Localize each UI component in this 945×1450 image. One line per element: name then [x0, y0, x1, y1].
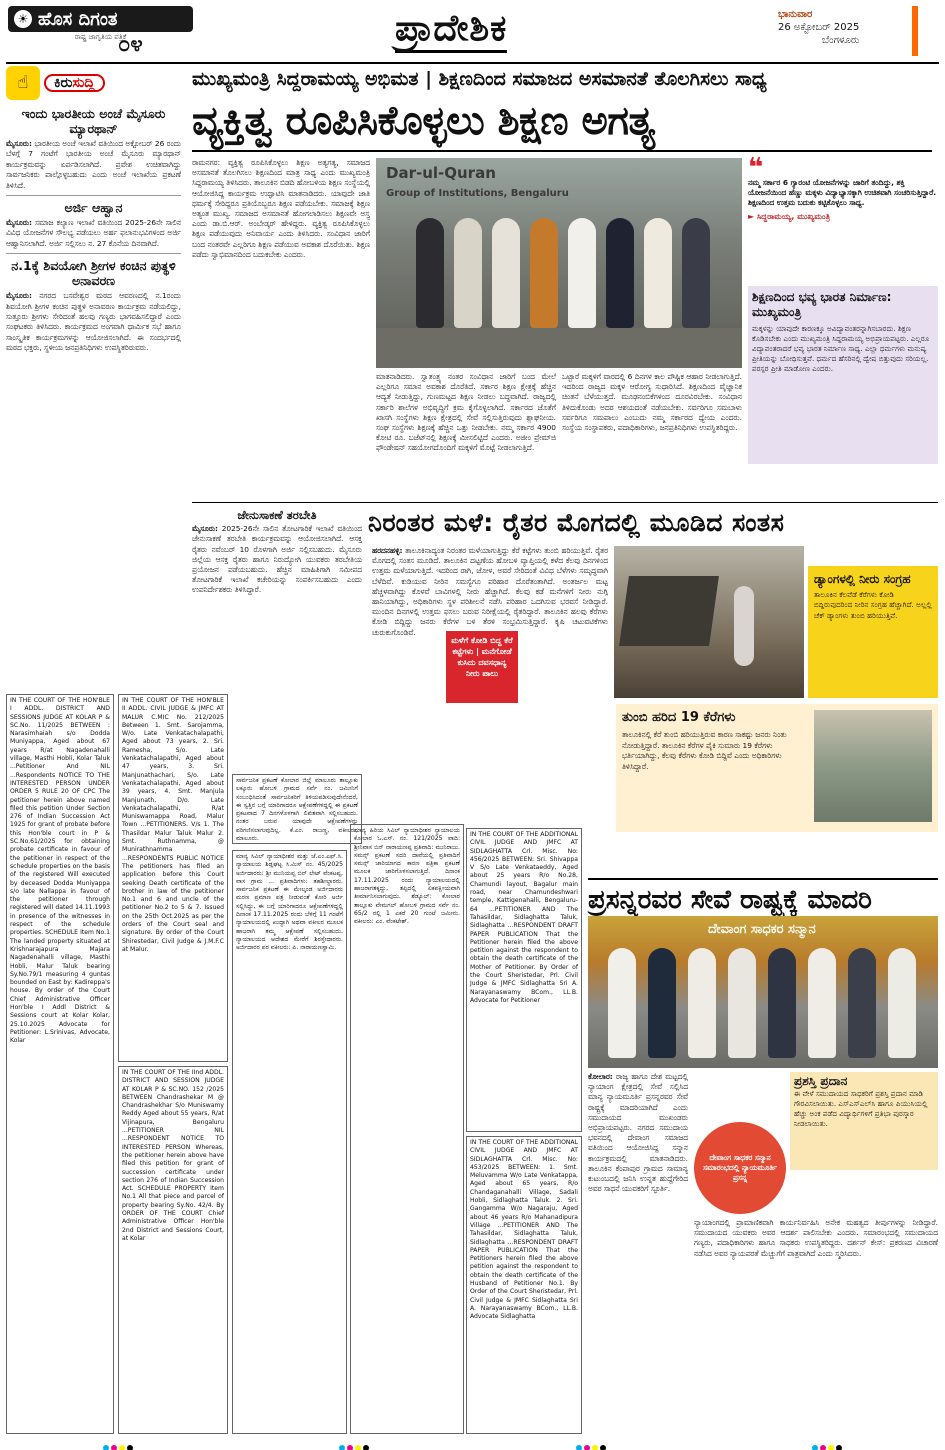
photo-person — [492, 218, 520, 328]
prasanna-headline: ಪ್ರಸನ್ನರವರ ಸೇವೆ ರಾಷ್ಟ್ರಕ್ಕೆ ಮಾದರಿ — [588, 878, 938, 920]
sun-icon: ☀ — [14, 10, 32, 28]
kiru-suddi-label — [44, 74, 105, 92]
legal-notice: ಮಾನ್ಯ ಸಿವಿಲ್ ನ್ಯಾಯಾಧೀಶರ ಮತ್ತು ಜೆ.ಎಂ.ಎಫ್.ಸಿ. ನ್ಯಾಯಾಲಯ ಶಿಡ್ಲಘಟ್ಟ ಸಿ.ಮಿಸ್ ನಂ. 45/2025 ಅರ್ಜಿದಾರರು: ಶ್ರೀ ಮುನಿಯಪ್ಪ ಬಿನ್ ಲೇಟ್ ವೆಂಕಟಪ್ಪ, ವಾಸ ಗ್ರಾಮ ... ಪ್ರತಿವಾದಿಗಳು: ತಹಶೀಲ್ದಾರರು. ಸಾರ್ವಜನಿಕ ಪ್ರಕಟಣೆ ಈ ಮೇಲ್ಕಂಡ ಅರ್ಜಿದಾರರು ಮರಣ ಪ್ರಮಾಣ ಪತ್ರ ನೀಡುವಂತೆ ಕೋರಿ ಅರ್ಜಿ ಸಲ್ಲಿಸಿದ್ದು, ಈ ಬಗ್ಗೆ ಯಾರಿಗಾದರೂ ಆಕ್ಷೇಪಣೆಗಳಿದ್ದಲ್ಲಿ ದಿನಾಂಕ 17.11.2025 ರಂದು ಬೆಳಿಗ್ಗೆ 11 ಗಂಟೆಗೆ ನ್ಯಾಯಾಲಯದಲ್ಲಿ ಖುದ್ದಾಗಿ ಅಥವಾ ವಕೀಲರ ಮೂಲಕ ಹಾಜರಾಗಿ ತಮ್ಮ ಆಕ್ಷೇಪಣೆ ಸಲ್ಲಿಸಬಹುದು. ನ್ಯಾಯಾಲಯದ ಆದೇಶದ ಮೇರೆಗೆ ಶಿರಸ್ತೇದಾರರು. ಅರ್ಜಿದಾರರ ಪರ ವಕೀಲರು: ಪಿ. ನಾರಾಯಣಸ್ವಾಮಿ. — [232, 850, 347, 1434]
brief-heading: ಅರ್ಜಿ ಆಹ್ವಾನ — [64, 200, 123, 216]
brief-text: ಸಮಾಜ ಕಲ್ಯಾಣ ಇಲಾಖೆ ವತಿಯಿಂದ 2025-26ನೇ ಸಾಲಿನ ವಿವಿಧ ಯೋಜನೆಗಳ ಸೌಲಭ್ಯ ಪಡೆಯಲು ಅರ್ಹ ಫಲಾನುಭವಿಗಳಿಂದ ಅರ್ಜಿ ಆಹ್ವಾನಿಸಲಾಗಿದೆ. ಅರ್ಜಿ ಸಲ್ಲಿಸಲು ನ. 27 ಕೊನೆಯ ದಿನವಾಗಿದೆ. — [6, 218, 181, 248]
kiru-label-suffix: ಸುದ್ದಿ — [72, 74, 95, 91]
training-heading: ಜೇನುಸಾಕಣೆ ತರಬೇತಿ — [237, 510, 317, 522]
prasanna-body-col2: ನ್ಯಾಯಾಂಗದಲ್ಲಿ ಪ್ರಾಮಾಣಿಕವಾಗಿ ಕಾರ್ಯನಿರ್ವಹಿಸಿ ಅನೇಕ ಮಹತ್ವದ ತೀರ್ಪುಗಳನ್ನು ನೀಡಿದ್ದಾರೆ. ಸಮುದಾಯದ ಯುವಕರು ಅವರ ಆದರ್ಶ ಪಾಲಿಸಬೇಕು ಎಂದರು. ಸಮಾರಂಭದಲ್ಲಿ ಸಮುದಾಯದ ಗಣ್ಯರು, ಪದಾಧಿಕಾರಿಗಳು ಹಾಗೂ ಸಾಧಕರು ಉಪಸ್ಥಿತರಿದ್ದರು. ದರ್ಶನ್ ಕೇಸ್: ಪ್ರಕರಣದ ವಿಚಾರಣೆ ನಡೆಸಿದ ಅವರ ನ್ಯಾಯಪರತೆ ಮೆಚ್ಚುಗೆಗೆ ಪಾತ್ರವಾಗಿದೆ ಎಂದು ಸ್ಮರಿಸಿದರು. — [694, 1218, 938, 1258]
megaphone-hand-icon: ☝ — [6, 66, 40, 100]
print-registration-marks — [0, 1440, 945, 1450]
legal-notice: IN THE COURT OF THE HON'BLE I ADDL. DISTRICT AND SESSIONS JUDGE AT KOLAR P & SC.No. 11/2025 BETWEEN : Narasimhaiah s/o Dodda Muniyappa, Aged about 67 years R/at Nagadenahalli village, Masthi Hobli, Kolar Taluk ...Petitioner And NIL ...Respondents NOTICE TO THE INTERESTED PERSON UNDER ORDER 5 RULE 20 OF CPC The petitioner herein above named filed this petition Under Section 276 of Indian Succession Act 1925 for grant of probate before this Hon'ble court in P & SC.No.61/2025 for obtaining probate certificate in favour of the petitioner in respect of the schedule properties on the basis of the registered Will executed by deceased Dodda Muniyappa s/o late Nallappa in favour of the petitioner through registered will dated 14.11.1993 in presence of the witnesses in respect of the schedule properties. SCHEDULE Item No.1 The landed property situated at Krishnarajapura Majara Nagadenahalli village, Masthi Hobli, Malur Taluk bearing Sy.No.79/1 measuring 4 guntas bounded on East by: Kadireppa's house. By order of the Court Chief Administrative Officer Hon'ble I Addl District & Sessions court at Kolar Kolar, 25.10.2025 Advocate for Petitioner: L.Srinivas, Advocate, Kolar — [6, 694, 114, 1434]
divider — [6, 253, 181, 254]
photo-floor — [376, 328, 742, 368]
photo-person — [416, 218, 444, 328]
quote-author: ► ಸಿದ್ದರಾಮಯ್ಯ, ಮುಖ್ಯಮಂತ್ರಿ — [748, 211, 831, 221]
legal-notice: ಮಾನ್ಯ ಹಿರಿಯ ಸಿವಿಲ್ ನ್ಯಾಯಾಧೀಶರ ನ್ಯಾಯಾಲಯ ಕೋಲಾರ ಓ.ಎಸ್. ನಂ. 121/2025 ವಾದಿ: ಶ್ರೀನಿವಾಸ ಬಿನ್ ನಾರಾಯಣಪ್ಪ ಪ್ರತಿವಾದಿ: ಮುನಿರಾಜು. ಸಮನ್ಸ್ ಪ್ರಕಟಣೆ ಸದರಿ ದಾವೆಯಲ್ಲಿ ಪ್ರತಿವಾದಿಗೆ ಸಮನ್ಸ್ ಜಾರಿಯಾಗದ ಕಾರಣ ಪತ್ರಿಕಾ ಪ್ರಕಟಣೆ ಮೂಲಕ ಜಾರಿಗೊಳಿಸಲಾಗುತ್ತಿದೆ. ದಿನಾಂಕ 17.11.2025 ರಂದು ನ್ಯಾಯಾಲಯದಲ್ಲಿ ಹಾಜರಾಗತಕ್ಕದ್ದು, ತಪ್ಪಿದಲ್ಲಿ ಏಕಪಕ್ಷೀಯವಾಗಿ ತೀರ್ಮಾನಿಸಲಾಗುವುದು. ಶೆಡ್ಯೂಲ್: ಕೋಲಾರ ತಾಲ್ಲೂಕು ವೇಮಗಲ್ ಹೋಬಳಿ ಗ್ರಾಮದ ಸರ್ವೆ ನಂ. 65/2 ರಲ್ಲಿ 1 ಎಕರೆ 20 ಗುಂಟೆ ಜಮೀನು. ವಕೀಲರು: ಎಂ. ವೆಂಕಟೇಶ್. — [350, 824, 464, 1434]
headline-rule — [192, 150, 932, 152]
rain-photo — [614, 546, 804, 698]
kiru-suddi-header — [6, 66, 181, 100]
section-rule — [192, 502, 938, 503]
divider — [6, 195, 181, 196]
cm-quote — [748, 153, 938, 286]
lead-photo — [376, 158, 742, 368]
prasanna-photo — [588, 916, 938, 1068]
rain-headline: ನಿರಂತರ ಮಳೆ: ರೈತರ ಮೊಗದಲ್ಲಿ ಮೂಡಿದ ಸಂತಸ — [368, 508, 785, 537]
brief-body — [6, 291, 181, 353]
accent-bar — [912, 6, 918, 56]
dateline-day: ಭಾನುವಾರ — [778, 9, 813, 20]
paper-name: ಹೊಸ ದಿಗಂತ — [38, 8, 118, 30]
tumbi-box — [616, 704, 938, 832]
legal-notice: ಸಾರ್ವಜನಿಕ ಪ್ರಕಟಣೆ ಕೋಲಾರ ಜಿಲ್ಲೆ ಮಾಲೂರು ತಾಲ್ಲೂಕು ಲಕ್ಕೂರು ಹೋಬಳಿ ಗ್ರಾಮದ ಸರ್ವೆ ನಂ. ಜಮೀನಿಗೆ ಸಂಬಂಧಿಸಿದಂತೆ ಸಾರ್ವಜನಿಕರಿಗೆ ತಿಳಿಯಪಡಿಸುವುದೇನೆಂದರೆ, ಈ ಸ್ವತ್ತಿನ ಬಗ್ಗೆ ಯಾರಿಗಾದರೂ ಆಕ್ಷೇಪಣೆಗಳಿದ್ದಲ್ಲಿ ಈ ಪ್ರಕಟಣೆ ಪ್ರಕಟವಾದ 7 ದಿನಗಳೊಳಗಾಗಿ ಲಿಖಿತವಾಗಿ ಸಲ್ಲಿಸಬಹುದು. ನಂತರ ಬರುವ ಯಾವುದೇ ಆಕ್ಷೇಪಣೆಗಳನ್ನು ಪರಿಗಣಿಸಲಾಗುವುದಿಲ್ಲ. ಕೆ.ಎಂ. ರಾಜಣ್ಣ, ವಕೀಲರು, ಮಾಲೂರು. — [232, 774, 362, 844]
photo-person — [648, 948, 676, 1058]
lead-story-col2: ಮಾತನಾಡಿದರು. ಸ್ವಾತಂತ್ರ್ಯ ನಂತರ ಸಂವಿಧಾನ ಜಾರಿಗೆ ಬಂದ ಮೇಲೆ ಎಲ್ಲರಿಗೂ ಸಮಾನ ಅವಕಾಶ ದೊರೆತಿದೆ. ಸರ್ಕಾರ ಶಿಕ್ಷಣ ಕ್ಷೇತ್ರಕ್ಕೆ ಹೆಚ್ಚಿನ ಆದ್ಯತೆ ನೀಡುತ್ತಿದ್ದು, ಗುಣಮಟ್ಟದ ಶಿಕ್ಷಣ ನೀಡಲು ಬದ್ಧವಾಗಿದೆ. ರಾಜ್ಯದಲ್ಲಿ ಸರ್ಕಾರಿ ಶಾಲೆಗಳ ಅಭಿವೃದ್ಧಿಗೆ ಕ್ರಮ ಕೈಗೊಳ್ಳಲಾಗಿದೆ. ಸರ್ಕಾರದ ಜೊತೆಗೆ ಖಾಸಗಿ ಸಂಸ್ಥೆಗಳು ಶಿಕ್ಷಣ ಕ್ಷೇತ್ರದಲ್ಲಿ ಸೇವೆ ಸಲ್ಲಿಸುತ್ತಿರುವುದು ಶ್ಲಾಘನೀಯ. ಸಂಘ ಸಂಸ್ಥೆಗಳು ಶಿಕ್ಷಣಕ್ಕೆ ಹೆಚ್ಚಿನ ಒತ್ತು ನೀಡಬೇಕು. ನಮ್ಮ ಸರ್ಕಾರ 4900 ಕೋಟಿ ರೂ. ಬಜೆಟ್‌ನಲ್ಲಿ ಶಿಕ್ಷಣಕ್ಕೆ ಮೀಸಲಿಟ್ಟಿದೆ ಎಂದರು. ಅಜೀಂ ಪ್ರೇಮ್‌ಜಿ ಫೌಂಡೇಷನ್ ಸಹಯೋಗದೊಂದಿಗೆ ಮಕ್ಕಳಿಗೆ ಮೊಟ್ಟೆ ನೀಡಲಾಗುತ್ತಿದೆ. — [376, 372, 556, 453]
paper-logo — [8, 6, 193, 32]
top-rule — [6, 62, 939, 64]
dateline-city: ಬೆಂಗಳೂರು — [821, 35, 860, 46]
rain-text: ತಾಲೂಕಿನಾದ್ಯಂತ ನಿರಂತರ ಮಳೆಯಾಗುತ್ತಿದ್ದು ಕೆರೆ ಕಟ್ಟೆಗಳು ತುಂಬಿ ಹರಿಯುತ್ತಿವೆ. ರೈತರ ಮೊಗದಲ್ಲಿ ಸಂತಸ ಮೂಡಿದೆ. ತಾಲೂಕಿನ ದಟ್ಟಣೆಯ ಹೋಬಳಿ ವ್ಯಾಪ್ತಿಯಲ್ಲಿ ಕಳೆದ ಕೆಲವು ದಿನಗಳಿಂದ ಉತ್ತಮ ಮಳೆಯಾಗುತ್ತಿದೆ. ಇದರಿಂದ ರಾಗಿ, ಜೋಳ, ಅವರೆ ಸೇರಿದಂತೆ ವಿವಿಧ ಬೆಳೆಗಳು ಸಮೃದ್ಧವಾಗಿ ಬೆಳೆದಿವೆ. ಕುಡಿಯುವ ನೀರಿನ ಸಮಸ್ಯೆಗೂ ಪರಿಹಾರ ದೊರೆತಂತಾಗಿದೆ. ಅಂತರ್ಜಲ ಮಟ್ಟ ಹೆಚ್ಚಳವಾಗಿದ್ದು ಕೊಳವೆ ಬಾವಿಗಳಲ್ಲಿ ನೀರು ಹೆಚ್ಚಾಗಿದೆ. ಕೆಲವು ಕಡೆ ಮನೆಗಳಿಗೆ ನೀರು ನುಗ್ಗಿ ಹಾನಿಯಾಗಿದ್ದು, ಅಧಿಕಾರಿಗಳು ಸ್ಥಳ ಪರಿಶೀಲನೆ ನಡೆಸಿ ಪರಿಹಾರ ಒದಗಿಸುವ ಭರವಸೆ ನೀಡಿದ್ದಾರೆ. ಮುಂದಿನ ದಿನಗಳಲ್ಲಿ ಉತ್ತಮ ಫಸಲು ಬರುವ ನಿರೀಕ್ಷೆಯಲ್ಲಿ ರೈತರಿದ್ದಾರೆ. ತಾಲೂಕಿನ ಹಲವು ಕೆರೆಗಳು ಕೋಡಿ ಬಿದ್ದಿದ್ದು ಜನರು ಕೆರೆಗಳ ಬಳಿ ತೆರಳಿ ಸಂಭ್ರಮಿಸುತ್ತಿದ್ದಾರೆ. ಕೃಷಿ ಚಟುವಟಿಕೆಗಳು ಚುರುಕುಗೊಂಡಿವೆ. — [372, 546, 608, 637]
prasanna-circle-quote: ದೇವಾಂಗ ಸಾಧಕರ ಸನ್ಮಾನ ಸಮಾರಂಭದಲ್ಲಿ ನ್ಯಾಯಮೂರ್ತಿ ಪ್ರಸನ್ನ — [694, 1122, 786, 1214]
registration-dots — [575, 1436, 607, 1450]
photo-person — [644, 218, 672, 328]
tumbi-heading: ತುಂಬಿ ಹರಿದ 19 ಕೆರೆಗಳು — [622, 710, 736, 725]
lead-story-col1: ರಾಮನಗರ: ವ್ಯಕ್ತಿತ್ವ ರೂಪಿಸಿಕೊಳ್ಳಲು ಶಿಕ್ಷಣ ಅತ್ಯಗತ್ಯ, ಸಮಾಜದ ಅಸಮಾನತೆ ತೊಲಗಿಸಲು ಶಿಕ್ಷಣದಿಂದ ಮಾತ್ರ ಸಾಧ್ಯ ಎಂದು ಮುಖ್ಯಮಂತ್ರಿ ಸಿದ್ದರಾಮಯ್ಯ ತಿಳಿಸಿದರು. ತಾಲೂಕಿನ ಬಿಡದಿ ಹೋಬಳಿಯ ಶಿಕ್ಷಣ ಸಂಸ್ಥೆಯಲ್ಲಿ ಆಯೋಜಿಸಿದ್ದ ಕಾರ್ಯಕ್ರಮ ಉದ್ಘಾಟಿಸಿ ಮಾತನಾಡಿದರು. ಯಾವುದೇ ಜಾತಿ ಧರ್ಮಕ್ಕೆ ಸೇರಿದ್ದರೂ ಪ್ರತಿಯೊಬ್ಬರೂ ಶಿಕ್ಷಣ ಪಡೆಯಬೇಕು. ಸಮಾಜಕ್ಕೆ ಶಿಕ್ಷಣ ಅತ್ಯಂತ ಮುಖ್ಯ. ಸಮಾಜದ ಅಸಮಾನತೆ ಹೋಗಲಾಡಿಸಲು ಶಿಕ್ಷಣವೇ ಅಸ್ತ್ರ ಎಂದು ಡಾ.ಬಿ.ಆರ್. ಅಂಬೇಡ್ಕರ್ ಹೇಳಿದ್ದರು. ವ್ಯಕ್ತಿತ್ವ ರೂಪಿಸಿಕೊಳ್ಳಲು ಶಿಕ್ಷಣ ಪಡೆಯುವುದು ಅನಿವಾರ್ಯ ಎಂದು ತಿಳಿಸಿದರು. ಸಂವಿಧಾನ ಜಾರಿಗೆ ಬಂದ ನಂತರವೇ ಎಲ್ಲರಿಗೂ ಶಿಕ್ಷಣ ಪಡೆಯುವ ಅವಕಾಶ ದೊರೆಯಿತು. ಶಿಕ್ಷಣ ಪಡೆದು ಸ್ವಾಭಿಮಾನದಿಂದ ಬದುಕಬೇಕು ಎಂದರು. — [192, 158, 370, 259]
legal-notice: IN THE COURT OF THE IInd ADDL. DISTRICT AND SESSION JUDGE AT KOLAR P & SC.NO. 152 /2025 BETWEEN Chandrashekar M @ Chandrashekhar S/o Muniswamy Reddy Aged about 55 years, R/at Vijinapura, Bengaluru ...PETITIONER NIL ...RESPONDENT NOTICE TO INTERESTED PERSON Whereas, the petitioner herein above have filed this petition for grant of succession certificate under section 276 of Indian Succession Act. SCHEDULE PROPERTY Item No.1 All that piece and parcel of property bearing Sy.No. 42/4. By ORDER OF THE COURT Chief Administrative Officer Hon'ble 2nd District and Sessions Court, at Kolar — [118, 1066, 228, 1434]
photo-banner: ದೇವಾಂಗ ಸಾಧಕರ ಸನ್ಮಾನ — [708, 922, 816, 937]
photo-banner — [386, 164, 569, 200]
brief-text: ನಗರದ ಬಸವೇಶ್ವರ ಮಠದ ಆವರಣದಲ್ಲಿ ನ.1ರಂದು ಶಿವಯೋಗಿ ಶ್ರೀಗಳ ಕಂಚಿನ ಪುತ್ಥಳಿ ಅನಾವರಣ ಕಾರ್ಯಕ್ರಮ ನಡೆಯಲಿದ್ದು, ಸುತ್ತೂರು ಶ್ರೀಗಳು ಸೇರಿದಂತೆ ಹಲವು ಗಣ್ಯರು ಭಾಗವಹಿಸಲಿದ್ದಾರೆ ಎಂದು ಸಂಘಟಕರು ತಿಳಿಸಿದರು. ಕಾರ್ಯಕ್ರಮದ ಅಂಗವಾಗಿ ಧಾರ್ಮಿಕ ಸಭೆ ಹಾಗೂ ಸಾಂಸ್ಕೃತಿಕ ಕಾರ್ಯಕ್ರಮಗಳನ್ನು ಆಯೋಜಿಸಲಾಗಿದೆ. ಈ ಸಂದರ್ಭದಲ್ಲಿ ಮಠದ ಭಕ್ತರು, ಸ್ಥಳೀಯ ಜನಪ್ರತಿನಿಧಿಗಳು ಉಪಸ್ಥಿತರಿರುವರು. — [6, 291, 181, 353]
lead-story-tail — [748, 468, 938, 500]
photo-person — [848, 948, 876, 1058]
kiru-label-prefix: ಕಿರು — [54, 74, 73, 91]
sub-story-heading: ಶಿಕ್ಷಣದಿಂದ ಭವ್ಯ ಭಾರತ ನಿರ್ಮಾಣ: ಮುಖ್ಯಮಂತ್ರಿ — [752, 290, 892, 319]
photo-person — [568, 218, 596, 328]
prasanna-body-col1 — [588, 1072, 688, 1434]
photo-person — [530, 218, 558, 328]
photo-person — [454, 218, 482, 328]
brief-body — [6, 139, 181, 191]
photo-banner-sub: Group of Institutions, Bengaluru — [386, 188, 569, 199]
photo-person — [734, 586, 754, 666]
dateline-date: 26 ಅಕ್ಟೋಬರ್ 2025 — [778, 22, 860, 33]
registration-dots — [811, 1436, 843, 1450]
photo-person — [728, 948, 756, 1058]
rain-callout: ಮಳೆಗೆ ಕೋಡಿ ಬಿದ್ದ ಕೆರೆ ಕಟ್ಟೆಗಳು | ಮನೆಗೋಡೆ ಕುಸಿದು ದವಸಧಾನ್ಯ ನೀರು ಪಾಲು — [446, 631, 518, 703]
section-title: ಪ್ರಾದೇಶಿಕ — [395, 8, 507, 53]
brief-text: ಭಾರತೀಯ ಅಂಚೆ ಇಲಾಖೆ ವತಿಯಿಂದ ಅಕ್ಟೋಬರ್ 26 ರಂದು ಬೆಳಗ್ಗೆ 7 ಗಂಟೆಗೆ ಭಾರತೀಯ ಅಂಚೆ ಮೈಸೂರು ಮ್ಯಾರಥಾನ್ ಕಾರ್ಯಕ್ರಮವನ್ನು ಏರ್ಪಡಿಸಲಾಗಿದೆ. ಪ್ರವೇಶ ಉಚಿತವಾಗಿದ್ದು ಸಾರ್ವಜನಿಕರು ಪಾಲ್ಗೊಳ್ಳಬಹುದು ಎಂದು ಅಂಚೆ ಇಲಾಖೆಯ ಪ್ರಕಟಣೆ ತಿಳಿಸಿದೆ. — [6, 139, 181, 190]
prasanna-text1: ರಾಜ್ಯ ಹಾಗೂ ದೇಶ ಮಟ್ಟದಲ್ಲಿ ನ್ಯಾಯಾಂಗ ಕ್ಷೇತ್ರದಲ್ಲಿ ಸೇವೆ ಸಲ್ಲಿಸಿದ ಮಾನ್ಯ ನ್ಯಾಯಮೂರ್ತಿ ಪ್ರಸನ್ನರವರ ಸೇವೆ ರಾಷ್ಟ್ರಕ್ಕೆ ಮಾದರಿಯಾಗಿದೆ ಎಂದು ಸಮುದಾಯದ ಮುಖಂಡರು ಅಭಿಪ್ರಾಯಪಟ್ಟರು. ನಗರದ ಸಮುದಾಯ ಭವನದಲ್ಲಿ ದೇವಾಂಗ ಸಮಾಜದ ವತಿಯಿಂದ ಆಯೋಜಿಸಿದ್ದ ಸನ್ಮಾನ ಕಾರ್ಯಕ್ರಮದಲ್ಲಿ ಮಾತನಾಡಿದರು. ತಾಲೂಕಿನ ಕೆಂಪಾಪುರ ಗ್ರಾಮದ ಸಾಮಾನ್ಯ ಕುಟುಂಬದಲ್ಲಿ ಜನಿಸಿ ಉನ್ನತ ಹುದ್ದೆಗೇರಿದ ಅವರ ಸಾಧನೆ ಯುವಕರಿಗೆ ಸ್ಫೂರ್ತಿ. — [588, 1072, 688, 1194]
photo-person — [808, 948, 836, 1058]
dam-box — [808, 566, 938, 698]
photo-person — [606, 218, 634, 328]
dam-box-heading: ಡ್ಯಾಂಗಳಲ್ಲಿ ನೀರು ಸಂಗ್ರಹ — [814, 572, 911, 586]
legal-notice: IN THE COURT OF THE HON'BLE II ADDL. CIVIL JUDGE & JMFC AT MALUR C.MIC No. 212/2025 Between 1. Smt. Sarojamma, W/o. Late Venkatachalapathi, Aged about 73 years, 2. Sri. Ramesha, S/o. Late Venkatachalapathi, Aged about 47 years, 3. Sri. Manjunathachari, S/o. Late Venkatachalapathi, Aged about 39 years, 4. Smt. Manjula Manjunath, D/o. Late Venkatachalapathi, R/at Muniswamappa Road, Malur Town ...PETITIONERS. V/s 1. The Thasildar Malur Taluk Malur 2. Smt. Ruthnamma, @ Munirathnamma ...RESPONDENTS PUBLIC NOTICE The petitioners has filed an application before this Court seeking Death certificate of the brother in law of the petitioner No.1 and 6 and uncle of the petitioner No.2 to 5 & 7. Issued on the 25th Oct.2025 as per the orders of the Court seal and signature. By order of the Court Shirestedar, Civil Judge & J.M.F.C at Malur. — [118, 694, 228, 1062]
tumbi-photo — [814, 710, 932, 822]
training-dateline: ಮೈಸೂರು: — [192, 524, 218, 534]
prasanna-dateline: ಕೋಲಾರ: — [588, 1072, 613, 1081]
registration-dots — [102, 1436, 134, 1450]
rain-story-body — [372, 546, 608, 864]
photo-person — [888, 948, 916, 1058]
kiru-suddi-column — [6, 66, 181, 678]
brief-body — [6, 218, 181, 249]
photo-banner-title: Dar-ul-Quran — [386, 164, 496, 182]
prashasti-heading: ಪ್ರಶಸ್ತಿ ಪ್ರದಾನ — [794, 1074, 848, 1088]
page-number: ೦೪ — [118, 32, 143, 57]
dam-box-body: ತಾಲೂಕಿನ ಕೆಲವೆಡೆ ಕೆರೆಗಳು ಕೋಡಿ ಬಿದ್ದಿರುವುದರಿಂದ ನೀರಿನ ಸಂಗ್ರಹ ಹೆಚ್ಚಾಗಿದೆ. ಅಲ್ಲಲ್ಲಿ ಚೆಕ್ ಡ್ಯಾಂಗಳು ತುಂಬಿ ಹರಿಯುತ್ತಿವೆ. — [814, 590, 932, 620]
photo-person — [688, 948, 716, 1058]
dateline — [778, 8, 859, 47]
brief-dateline: ಮೈಸೂರು: — [6, 218, 32, 228]
photo-person — [682, 218, 710, 328]
photo-person — [608, 948, 636, 1058]
brief-heading: ಇಂದು ಭಾರತೀಯ ಅಂಚೆ ಮೈಸೂರು ಮ್ಯಾರಥಾನ್ — [21, 106, 166, 136]
prashasti-body: ಈ ವೇಳೆ ಸಮುದಾಯದ ಸಾಧಕರಿಗೆ ಪ್ರಶಸ್ತಿ ಪ್ರದಾನ ಮಾಡಿ ಗೌರವಿಸಲಾಯಿತು. ಎಸ್‌ಎಸ್‌ಎಲ್‌ಸಿ ಹಾಗೂ ಪಿಯುಸಿಯಲ್ಲಿ ಹೆಚ್ಚು ಅಂಕ ಪಡೆದ ವಿದ್ಯಾರ್ಥಿಗಳಿಗೆ ಪ್ರತಿಭಾ ಪುರಸ್ಕಾರ ನೀಡಲಾಯಿತು. — [794, 1089, 928, 1128]
lead-headline: ವ್ಯಕ್ತಿತ್ವ ರೂಪಿಸಿಕೊಳ್ಳಲು ಶಿಕ್ಷಣ ಅಗತ್ಯ — [192, 98, 655, 144]
brief-dateline: ಮೈಸೂರು: — [6, 139, 32, 148]
paper-tagline: ರಾಷ್ಟ್ರ ಜಾಗೃತಿಯ ಪತ್ರಿಕೆ — [74, 33, 127, 41]
quote-text: ನಮ್ಮ ಸರ್ಕಾರ 6 ಗ್ಯಾರಂಟಿ ಯೋಜನೆಗಳನ್ನು ಜಾರಿಗೆ ತಂದಿದ್ದು, ಶಕ್ತಿ ಯೋಜನೆಯಿಂದ ಹೆಣ್ಣು ಮಕ್ಕಳು ವಿದ್ಯಾಭ್ಯಾಸಕ್ಕಾಗಿ ಉಚಿತವಾಗಿ ಸಂಚರಿಸುತ್ತಿದ್ದಾರೆ. ಶಿಕ್ಷಣದಿಂದ ಉತ್ತಮ ಬದುಕು ಕಟ್ಟಿಕೊಳ್ಳಲು ಸಾಧ್ಯ. — [748, 178, 937, 208]
rain-dateline: ಹರದನಹಳ್ಳಿ: — [372, 546, 403, 555]
tumbi-body: ತಾಲೂಕಿನಲ್ಲಿ ಕೆರೆ ತುಂಬಿ ಹರಿಯುತ್ತಿರುವ ಕಾರಣ ಸಾಕಷ್ಟು ಜನರು ನಿಂತು ನೋಡುತ್ತಿದ್ದಾರೆ. ತಾಲೂಕಿನ ಕೆರೆಗಳ ಪೈಕಿ ಸುಮಾರು 19 ಕೆರೆಗಳು ಭರ್ತಿಯಾಗಿದ್ದು, ಕೆಲವು ಕೆರೆಗಳು ಕೋಡಿ ಬಿದ್ದಿವೆ ಎಂದು ಅಧಿಕಾರಿಗಳು ತಿಳಿಸಿದ್ದಾರೆ. — [622, 730, 787, 771]
quote-mark-icon: ❝ — [748, 153, 764, 183]
legal-notice: IN THE COURT OF THE ADDITIONAL CIVIL JUDGE AND JMFC AT SIDLAGHATTA Crl. Misc. No: 456/2025 BETWEEN: Sri. Shivappa V S/o Late Venkataeddy, Aged about 25 years R/o No.28, Chamundi layout, Bagalur main road, near Chamundeshwari temple, Kattigenahalli, Bengaluru-64 ...PETITIONER AND The Tahasildar, Sidlaghatta Taluk, Sidlaghatta ...RESPONDENT DRAFT PAPER PUBLICATION That the Petitioner herein filed the above petition against the respondent to obtain the death certificate of the Mother of Petitioner. By Order of the Court Sheristedar, Prl. Civil Judge & JMFC Sidlaghatta Sri A. Narayanaswamy BCom., LL.B. Advocate for Petitioner — [466, 828, 582, 1132]
lead-kicker: ಮುಖ್ಯಮಂತ್ರಿ ಸಿದ್ದರಾಮಯ್ಯ ಅಭಿಮತ | ಶಿಕ್ಷಣದಿಂದ ಸಮಾಜದ ಅಸಮಾನತೆ ತೊಲಗಿಸಲು ಸಾಧ್ಯ — [192, 68, 767, 90]
brief-dateline: ಮೈಸೂರು: — [6, 291, 32, 301]
sub-story-body: ಮಕ್ಕಳನ್ನು ಯಾವುದೇ ಕಾರಣಕ್ಕೂ ಅವಿದ್ಯಾವಂತರನ್ನಾಗಿಸಬಾರದು. ಶಿಕ್ಷಣ ಕೊಡಿಸಬೇಕು ಎಂದು ಮುಖ್ಯಮಂತ್ರಿ ಸಿದ್ದರಾಮಯ್ಯ ಅಭಿಪ್ರಾಯಪಟ್ಟರು. ಎಲ್ಲರೂ ವಿದ್ಯಾವಂತರಾದರೆ ಭವ್ಯ ಭಾರತ ನಿರ್ಮಾಣ ಸಾಧ್ಯ. ಎಲ್ಲಾ ಧರ್ಮಗಳು ಮನುಷ್ಯ ಪ್ರೀತಿಯನ್ನು ಬೋಧಿಸುತ್ತವೆ. ಧರ್ಮದ ಹೆಸರಿನಲ್ಲಿ ದ್ವೇಷ ಬಿತ್ತುವುದು ಸರಿಯಲ್ಲ. ಪರಸ್ಪರ ಪ್ರೀತಿ ಮಾಡೋಣ ಎಂದರು. — [752, 324, 930, 373]
legal-notice: IN THE COURT OF THE ADDITIONAL CIVIL JUDGE AND JMFC AT SIDLAGHATTA Crl. Misc. No: 453/2025 BETWEEN: 1. Smt. Meluvamma W/o Late Venkatappa, Aged about 65 years, R/o Chandaganahalli Village, Sadali Hobli, Sidlaghatta Taluk. 2. Sri. Gangamma W/o Nagaraju, Aged about 46 years R/o Mahanadipura Village ...PETITIONER AND The Tahasildar, Sidlaghatta Taluk, Sidlaghatta ...RESPONDENT DRAFT PAPER PUBLICATION That the Petitioners herein filed the above petition against the respondent to obtain the death certificate of the Husband of Petitioner No.1. By Order of the Court Sheristedar, Prl. Civil Judge & JMFC Sidlaghatta Sri A. Narayanaswamy BCom., LL.B. Advocate Sidlaghatta — [466, 1136, 582, 1434]
sub-story — [748, 286, 938, 464]
photo-person — [768, 948, 796, 1058]
registration-dots — [338, 1436, 370, 1450]
brief-heading: ನ.1ಕ್ಕೆ ಶಿವಯೋಗಿ ಶ್ರೀಗಳ ಕಂಚಿನ ಪುತ್ಥಳಿ ಅನಾವರಣ — [11, 258, 176, 289]
masthead — [8, 6, 193, 62]
training-body: 2025-26ನೇ ಸಾಲಿನ ತೋಟಗಾರಿಕೆ ಇಲಾಖೆ ವತಿಯಿಂದ ಜೇನುಸಾಕಣೆ ತರಬೇತಿ ಕಾರ್ಯಕ್ರಮವನ್ನು ಆಯೋಜಿಸಲಾಗಿದೆ. ಆಸಕ್ತ ರೈತರು ನವೆಂಬರ್ 10 ರೊಳಗಾಗಿ ಅರ್ಜಿ ಸಲ್ಲಿಸಬಹುದು. ಮೈಸೂರು ಜಿಲ್ಲೆಯ ಆಸಕ್ತ ರೈತರು ಹಾಗೂ ನಿರುದ್ಯೋಗಿ ಯುವಕರು ತರಬೇತಿಯ ಪ್ರಯೋಜನ ಪಡೆಯಬಹುದು. ಹೆಚ್ಚಿನ ಮಾಹಿತಿಗಾಗಿ ಸಮೀಪದ ತೋಟಗಾರಿಕೆ ಇಲಾಖೆ ಕಚೇರಿಯನ್ನು ಸಂಪರ್ಕಿಸಬಹುದು ಎಂದು ಉಪನಿರ್ದೇಶಕರು ತಿಳಿಸಿದ್ದಾರೆ. — [192, 524, 362, 595]
lead-story-col3: ಒಟ್ಟಾರೆ ಮಕ್ಕಳಿಗೆ ವಾರದಲ್ಲಿ 6 ದಿನಗಳ ಕಾಲ ಪೌಷ್ಟಿಕ ಆಹಾರ ನೀಡಲಾಗುತ್ತಿದೆ. ಇದರಿಂದ ರಾಜ್ಯದ ಮಕ್ಕಳ ಆರೋಗ್ಯ ಸುಧಾರಿಸಿದೆ. ಶಿಕ್ಷಣದಿಂದ ವೈಜ್ಞಾನಿಕ ಚಿಂತನೆ ಬೆಳೆಯುತ್ತದೆ. ಮೂಢನಂಬಿಕೆಗಳಿಂದ ದೂರವಿರಬೇಕು. ಸಂವಿಧಾನ ತಿಳಿದುಕೊಂಡು ಅದರ ಆಶಯದಂತೆ ನಡೆಯಬೇಕು. ಸರ್ವರಿಗೂ ಸಮಬಾಳು ಸರ್ವರಿಗೂ ಸಮಪಾಲು ಎಂಬುದು ನಮ್ಮ ಸರ್ಕಾರದ ಧ್ಯೇಯ ಎಂದರು. ಸಂಸ್ಥೆಯ ಸಂಸ್ಥಾಪಕರು, ಪದಾಧಿಕಾರಿಗಳು, ಜನಪ್ರತಿನಿಧಿಗಳು ಉಪಸ್ಥಿತರಿದ್ದರು. — [562, 372, 742, 433]
prashasti-box — [790, 1072, 938, 1170]
collapsed-house-shape — [619, 576, 719, 646]
